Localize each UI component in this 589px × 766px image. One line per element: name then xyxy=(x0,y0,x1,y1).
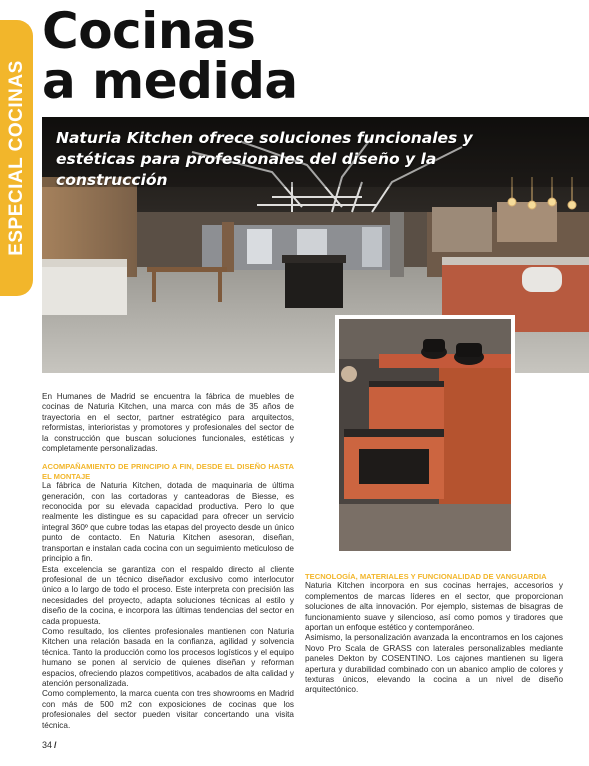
article-subtitle: Naturia Kitchen ofrece soluciones funcionales y estéticas para profesionales del diseño y la construcción xyxy=(56,129,473,189)
title-line-1: Cocinas xyxy=(42,2,256,60)
drawer-illustration xyxy=(339,319,511,551)
page-number xyxy=(42,740,57,750)
article-column-right xyxy=(305,572,563,696)
page-number-value: 34 xyxy=(42,740,53,750)
section-heading-2: TECNOLOGÍA, MATERIALES Y FUNCIONALIDAD DE VANGUARDIA xyxy=(305,572,547,581)
section-heading-1: ACOMPAÑAMIENTO DE PRINCIPIO A FIN, DESDE EL DISEÑO HASTA EL MONTAJE xyxy=(42,462,294,481)
intro-paragraph: En Humanes de Madrid se encuentra la fábrica de muebles de cocinas de Naturia Kitchen, una marca con más de 35 años de trayectoria en el sector, partner estratégico para arquitectos, reformistas, interioristas y promotores y profesionales del sector de la construcción que buscan soluciones funcionales, estéticas y completamente personalizadas. xyxy=(42,392,294,454)
section-label: ESPECIAL COCINAS xyxy=(6,60,27,256)
paragraph: Como resultado, los clientes profesionales mantienen con Naturia Kitchen una relación basada en la confianza, agilidad y solvencia técnica. Tanto la producción como los procesos logísticos y el equipo humano se ponen al servicio de quienes diseñan y reforman espacios, ofreciendo plazos competitivos, acabados de alta calidad y atención personalizada. xyxy=(42,626,294,688)
paragraph: Esta excelencia se garantiza con el respaldo directo al cliente profesional de un técnico diseñador exclusivo como interlocutor único a lo largo de todo el proceso. Este interpreta con precisión las necesidades del proyecto, adapta soluciones técnicas al estilo y diseño de la cocina, e incorpora las últimas tendencias del sector en cada propuesta. xyxy=(42,564,294,626)
drawer-photo xyxy=(335,315,515,555)
paragraph: Naturia Kitchen incorpora en sus cocinas herrajes, accesorios y complementos de marcas líderes en el sector, que proporcionan soluciones de alta innovación. Por ejemplo, sistemas de bisagras de funcionamiento suave y silencioso, así como pomos y tiradores que aportan un enfoque estético y contemporáneo. xyxy=(305,581,563,633)
paragraph: La fábrica de Naturia Kitchen, dotada de maquinaria de última generación, con las cortadoras y canteadoras de Biesse, es reconocida por su elevada capacidad productiva. Pero lo que realmente les distingue es su capacidad para ofrecer un servicio integral 360º que cubre todas las etapas del proyecto desde un único punto de contacto. En Naturia Kitchen asesoran, diseñan, transportan e instalan cada cocina con un seguimiento meticuloso de principio a fin. xyxy=(42,481,294,564)
article-column-left xyxy=(42,392,294,731)
page-title xyxy=(42,2,298,110)
paragraph: Como complemento, la marca cuenta con tres showrooms en Madrid con más de 500 m2 con exposiciones de cocinas que los profesionales del sector pueden visitar concertando una visita técnica. xyxy=(42,689,294,730)
paragraph: Asimismo, la personalización avanzada la encontramos en los cajones Novo Pro Scala de GRASS con laterales personalizables mediante paneles Dekton by COSENTINO. Los cajones mantienen su ligera apertura y durabilidad combinado con un abanico amplio de colores y texturas únicos, elevando la cocina a un nivel de diseño arquitectónico. xyxy=(305,633,563,695)
title-line-2: a medida xyxy=(42,52,298,110)
folio-slash: / xyxy=(54,740,57,750)
